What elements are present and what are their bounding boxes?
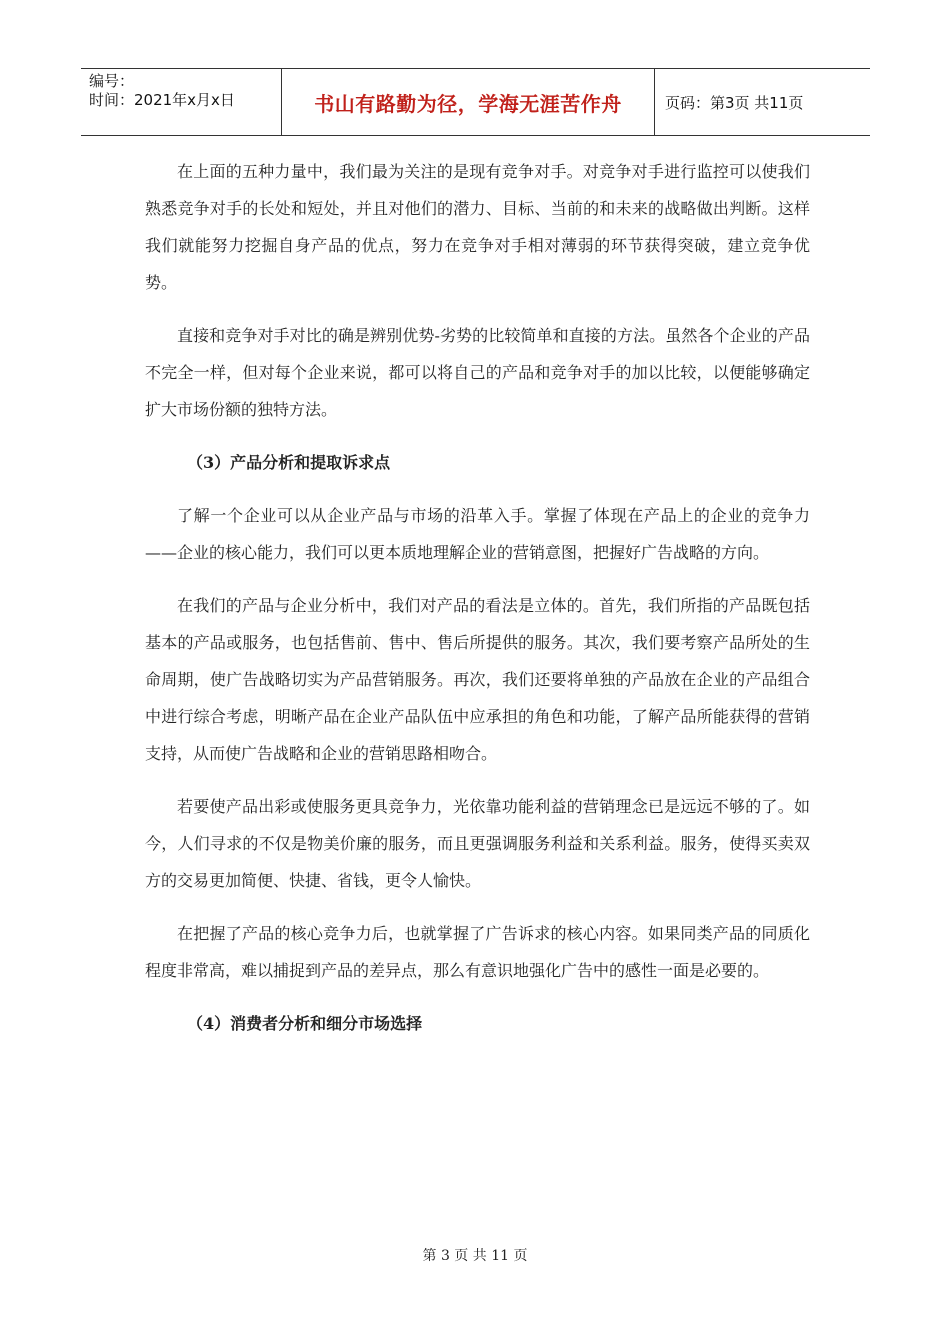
header-meta	[81, 69, 282, 135]
page-header	[81, 68, 870, 136]
header-motto: 书山有路勤为径，学海无涯苦作舟	[282, 69, 655, 135]
paragraph: 在我们的产品与企业分析中，我们对产品的看法是立体的。首先，我们所指的产品既包括基本的产品或服务，也包括售前、售中、售后所提供的服务。其次，我们要考察产品所处的生命周期，使广告战略切实为产品营销服务。再次，我们还要将单独的产品放在企业的产品组合中进行综合考虑，明晰产品在企业产品队伍中应承担的角色和功能，了解产品所能获得的营销支持，从而使广告战略和企业的营销思路相吻合。	[145, 596, 810, 763]
paragraph: 在把握了产品的核心竞争力后，也就掌握了广告诉求的核心内容。如果同类产品的同质化程度非常高，难以捕捉到产品的差异点，那么有意识地强化广告中的感性一面是必要的。	[145, 924, 810, 980]
paragraph: 了解一个企业可以从企业产品与市场的沿革入手。掌握了体现在产品上的企业的竞争力——企业的核心能力，我们可以更本质地理解企业的营销意图，把握好广告战略的方向。	[145, 506, 810, 562]
section-heading: （4）消费者分析和细分市场选择	[187, 1014, 423, 1033]
header-page-info: 页码：第3页 共11页	[665, 93, 804, 112]
page-footer: 第 3 页 共 11 页	[422, 1248, 528, 1264]
section-heading: （3）产品分析和提取诉求点	[187, 453, 391, 472]
document-number-label: 编号：	[89, 72, 135, 90]
document-date: 时间：2021年x月x日	[89, 91, 235, 109]
paragraph: 在上面的五种力量中，我们最为关注的是现有竞争对手。对竞争对手进行监控可以使我们熟悉竞争对手的长处和短处，并且对他们的潜力、目标、当前的和未来的战略做出判断。这样我们就能努力挖掘自身产品的优点，努力在竞争对手相对薄弱的环节获得突破，建立竞争优势。	[145, 162, 810, 292]
paragraph: 若要使产品出彩或使服务更具竞争力，光依靠功能利益的营销理念已是远远不够的了。如今，人们寻求的不仅是物美价廉的服务，而且更强调服务利益和关系利益。服务，使得买卖双方的交易更加简便、快捷、省钱，更令人愉快。	[145, 797, 810, 890]
document-body	[145, 153, 810, 1058]
paragraph: 直接和竞争对手对比的确是辨别优势-劣势的比较简单和直接的方法。虽然各个企业的产品不完全一样，但对每个企业来说，都可以将自己的产品和竞争对手的加以比较，以便能够确定扩大市场份额的独特方法。	[145, 326, 810, 419]
